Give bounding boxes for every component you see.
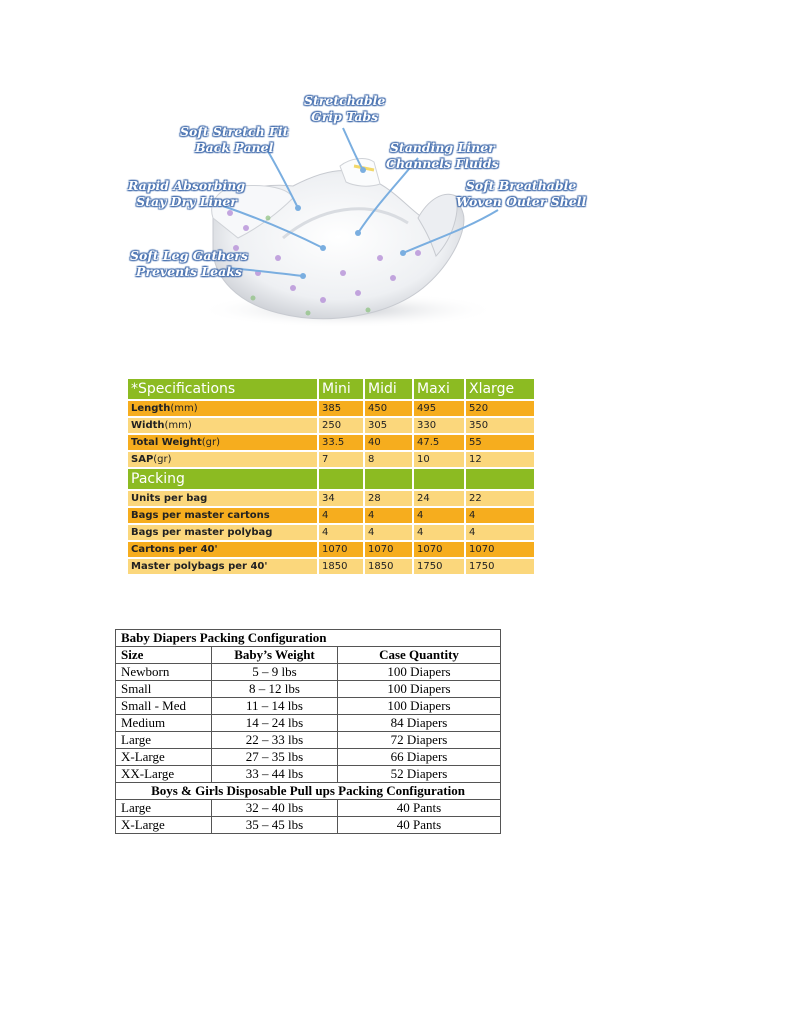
table-row <box>116 732 501 749</box>
table-row <box>116 698 501 715</box>
callout-leg-gathers: Soft Leg Gathers Prevents Leaks <box>130 248 248 279</box>
callout-outer-shell: Soft Breathable Woven Outer Shell <box>456 178 587 209</box>
spec-cell: 305 <box>365 418 412 433</box>
table-row <box>116 664 501 681</box>
packing-cell: 4 <box>365 508 412 523</box>
packing-row-label: Units per bag <box>128 491 317 506</box>
quantity-cell: 40 Pants <box>338 817 501 834</box>
spec-row-label: Width(mm) <box>128 418 317 433</box>
quantity-cell: 84 Diapers <box>338 715 501 732</box>
packing-header-blank <box>466 469 534 489</box>
packing-cell: 4 <box>414 525 464 540</box>
size-cell: X-Large <box>116 749 212 766</box>
spec-row-width <box>128 418 534 433</box>
table-row <box>116 681 501 698</box>
packing-cell: 4 <box>466 525 534 540</box>
packing-header-blank <box>319 469 363 489</box>
size-cell: Large <box>116 800 212 817</box>
weight-cell: 35 – 45 lbs <box>212 817 338 834</box>
spec-row-sap <box>128 452 534 467</box>
spec-cell: 250 <box>319 418 363 433</box>
quantity-cell: 66 Diapers <box>338 749 501 766</box>
specifications-table <box>126 377 536 576</box>
spec-header-xlarge: Xlarge <box>466 379 534 399</box>
weight-cell: 11 – 14 lbs <box>212 698 338 715</box>
spec-row-total-weight <box>128 435 534 450</box>
quantity-cell: 100 Diapers <box>338 681 501 698</box>
size-cell: Small - Med <box>116 698 212 715</box>
weight-cell: 5 – 9 lbs <box>212 664 338 681</box>
packing-row-label: Bags per master polybag <box>128 525 317 540</box>
spec-cell: 7 <box>319 452 363 467</box>
packing-row-label: Master polybags per 40' <box>128 559 317 574</box>
packing-row-polybags-per-40 <box>128 559 534 574</box>
packing-row-bags-per-polybag <box>128 525 534 540</box>
packing-cell: 1750 <box>466 559 534 574</box>
size-cell: Medium <box>116 715 212 732</box>
spec-row-label: Length(mm) <box>128 401 317 416</box>
weight-cell: 14 – 24 lbs <box>212 715 338 732</box>
packing-cell: 1070 <box>414 542 464 557</box>
weight-cell: 32 – 40 lbs <box>212 800 338 817</box>
packing-config-title: Baby Diapers Packing Configuration <box>116 630 501 647</box>
packing-cell: 4 <box>466 508 534 523</box>
packing-cell: 24 <box>414 491 464 506</box>
spec-cell: 40 <box>365 435 412 450</box>
packing-row-units-per-bag <box>128 491 534 506</box>
quantity-cell: 52 Diapers <box>338 766 501 783</box>
spec-row-label: Total Weight(gr) <box>128 435 317 450</box>
size-cell: Newborn <box>116 664 212 681</box>
spec-cell: 10 <box>414 452 464 467</box>
spec-cell: 330 <box>414 418 464 433</box>
size-cell: Small <box>116 681 212 698</box>
spec-row-length <box>128 401 534 416</box>
spec-header-maxi: Maxi <box>414 379 464 399</box>
spec-header-midi: Midi <box>365 379 412 399</box>
packing-cell: 1850 <box>319 559 363 574</box>
packing-cell: 1850 <box>365 559 412 574</box>
packing-row-label: Cartons per 40' <box>128 542 317 557</box>
packing-cell: 1750 <box>414 559 464 574</box>
packing-row-bags-per-carton <box>128 508 534 523</box>
table-row <box>116 749 501 766</box>
weight-cell: 22 – 33 lbs <box>212 732 338 749</box>
column-header-size: Size <box>116 647 212 664</box>
quantity-cell: 100 Diapers <box>338 664 501 681</box>
spec-header-mini: Mini <box>319 379 363 399</box>
spec-row-label: SAP(gr) <box>128 452 317 467</box>
callout-back-panel: Soft Stretch Fit Back Panel <box>180 124 289 155</box>
pullups-subtitle: Boys & Girls Disposable Pull ups Packing Configuration <box>116 783 501 800</box>
column-header-weight: Baby’s Weight <box>212 647 338 664</box>
size-cell: X-Large <box>116 817 212 834</box>
callout-grip-tabs: Stretchable Grip Tabs <box>304 93 386 124</box>
quantity-cell: 100 Diapers <box>338 698 501 715</box>
spec-cell: 33.5 <box>319 435 363 450</box>
packing-cell: 4 <box>319 525 363 540</box>
size-cell: XX-Large <box>116 766 212 783</box>
packing-config-column-headers <box>116 647 501 664</box>
spec-header-row <box>128 379 534 399</box>
spec-cell: 55 <box>466 435 534 450</box>
spec-cell: 495 <box>414 401 464 416</box>
packing-header-blank <box>414 469 464 489</box>
packing-cell: 4 <box>319 508 363 523</box>
packing-row-cartons-per-40 <box>128 542 534 557</box>
spec-cell: 520 <box>466 401 534 416</box>
packing-cell: 22 <box>466 491 534 506</box>
quantity-cell: 72 Diapers <box>338 732 501 749</box>
weight-cell: 33 – 44 lbs <box>212 766 338 783</box>
packing-header-blank <box>365 469 412 489</box>
diaper-illustration <box>118 88 598 333</box>
table-row <box>116 715 501 732</box>
table-row <box>116 766 501 783</box>
spec-cell: 8 <box>365 452 412 467</box>
table-row <box>116 817 501 834</box>
packing-row-label: Bags per master cartons <box>128 508 317 523</box>
column-header-quantity: Case Quantity <box>338 647 501 664</box>
weight-cell: 8 – 12 lbs <box>212 681 338 698</box>
table-row <box>116 800 501 817</box>
packing-cell: 34 <box>319 491 363 506</box>
callout-dry-liner: Rapid Absorbing Stay Dry Liner <box>128 178 246 209</box>
quantity-cell: 40 Pants <box>338 800 501 817</box>
packing-header-label: Packing <box>128 469 317 489</box>
packing-cell: 28 <box>365 491 412 506</box>
spec-header-label: *Specifications <box>128 379 317 399</box>
packing-config-title-row <box>116 630 501 647</box>
packing-configuration-table <box>115 629 501 834</box>
size-cell: Large <box>116 732 212 749</box>
spec-cell: 12 <box>466 452 534 467</box>
packing-cell: 1070 <box>319 542 363 557</box>
packing-cell: 4 <box>365 525 412 540</box>
packing-header-row <box>128 469 534 489</box>
spec-cell: 385 <box>319 401 363 416</box>
packing-cell: 4 <box>414 508 464 523</box>
pullups-subtitle-row <box>116 783 501 800</box>
packing-cell: 1070 <box>466 542 534 557</box>
weight-cell: 27 – 35 lbs <box>212 749 338 766</box>
spec-cell: 47.5 <box>414 435 464 450</box>
callout-standing-liner: Standing Liner Channels Fluids <box>386 140 499 171</box>
spec-cell: 350 <box>466 418 534 433</box>
spec-cell: 450 <box>365 401 412 416</box>
packing-cell: 1070 <box>365 542 412 557</box>
